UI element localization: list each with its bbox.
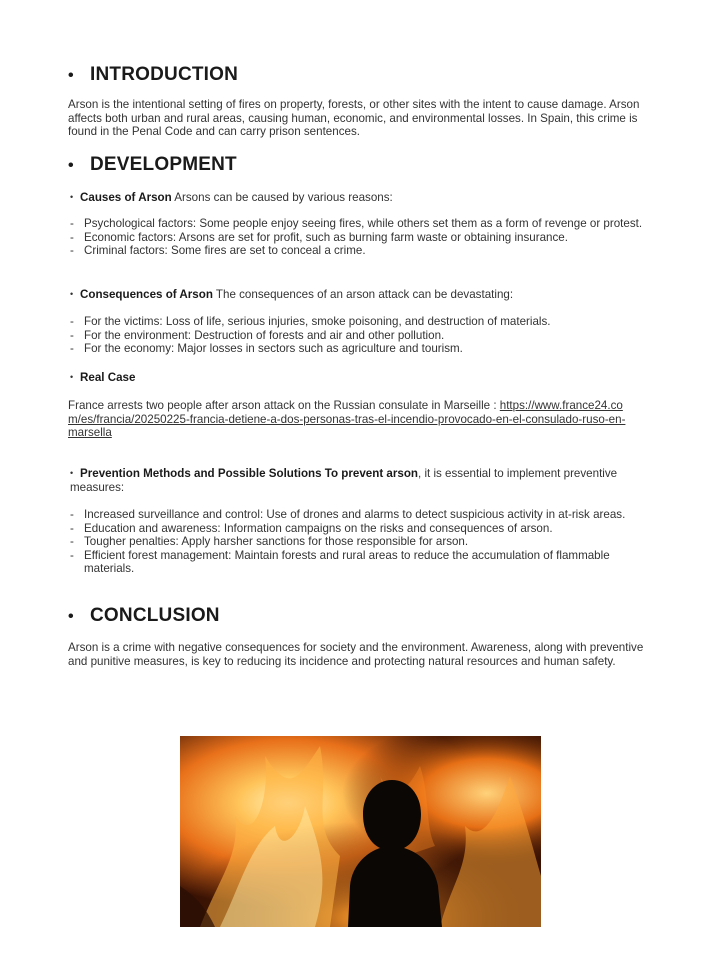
list-item: - Efficient forest management: Maintain forests and rural areas to reduce the accumulation of flammable materials. bbox=[70, 549, 655, 576]
consequences-title: Consequences of Arson bbox=[80, 288, 213, 301]
conclusion-heading-text: CONCLUSION bbox=[90, 605, 220, 626]
sub-bullet: • bbox=[70, 372, 74, 382]
causes-title: Causes of Arson bbox=[80, 191, 172, 204]
consequences-subheading bbox=[70, 288, 645, 302]
development-heading bbox=[68, 154, 237, 176]
list-item: - For the victims: Loss of life, serious injuries, smoke poisoning, and destruction of materials. bbox=[70, 315, 655, 329]
prevention-subheading bbox=[70, 467, 645, 494]
causes-subheading bbox=[70, 191, 645, 205]
real-case-link[interactable]: https://www.france24.com/es/francia/20250225-francia-detiene-a-dos-personas-tras-el-incendio-provocado-en-el-consulado-ruso-en-marsella bbox=[68, 399, 626, 440]
sub-bullet: • bbox=[70, 192, 74, 202]
introduction-heading-text: INTRODUCTION bbox=[90, 64, 239, 85]
introduction-heading bbox=[68, 64, 238, 86]
list-item: - For the economy: Major losses in sectors such as agriculture and tourism. bbox=[70, 342, 655, 356]
causes-lead: Arsons can be caused by various reasons: bbox=[171, 191, 393, 204]
fire-illustration bbox=[180, 736, 541, 927]
consequences-lead: The consequences of an arson attack can be devastating: bbox=[212, 288, 514, 301]
prevention-title: Prevention Methods and Possible Solutions To prevent arson bbox=[80, 467, 418, 480]
introduction-text: Arson is the intentional setting of fires on property, forests, or other sites with the intent to cause damage. Arson affects both urban and rural areas, causing human, economic, and environmental losses. In Spain, this crime is found in the Penal Code and can carry prison sentences. bbox=[68, 98, 640, 139]
list-item: - For the environment: Destruction of forests and air and other pollution. bbox=[70, 329, 655, 343]
conclusion-heading bbox=[68, 605, 220, 627]
real-case-title: Real Case bbox=[80, 371, 136, 384]
prevention-list bbox=[70, 508, 655, 576]
development-heading-text: DEVELOPMENT bbox=[90, 154, 237, 175]
consequences-list bbox=[70, 315, 655, 356]
real-case-text bbox=[68, 399, 628, 440]
list-item: - Psychological factors: Some people enjoy seeing fires, while others set them as a form of revenge or protest. bbox=[70, 217, 655, 231]
heading-bullet: • bbox=[68, 157, 74, 174]
causes-list bbox=[70, 217, 655, 258]
list-item: - Increased surveillance and control: Use of drones and alarms to detect suspicious activity in at-risk areas. bbox=[70, 508, 655, 522]
prevention-lead: , it is essential to implement preventive measures: bbox=[70, 467, 618, 494]
list-item: - Criminal factors: Some fires are set to conceal a crime. bbox=[70, 244, 655, 258]
fire-silhouette-image bbox=[180, 736, 541, 927]
real-case-subheading bbox=[70, 371, 645, 385]
heading-bullet: • bbox=[68, 67, 74, 84]
real-case-description: France arrests two people after arson attack on the Russian consulate in Marseille : bbox=[68, 399, 500, 412]
list-item: - Economic factors: Arsons are set for profit, such as burning farm waste or obtaining insurance. bbox=[70, 231, 655, 245]
list-item: - Education and awareness: Information campaigns on the risks and consequences of arson. bbox=[70, 522, 655, 536]
heading-bullet: • bbox=[68, 608, 74, 625]
sub-bullet: • bbox=[70, 468, 74, 478]
sub-bullet: • bbox=[70, 289, 74, 299]
conclusion-text: Arson is a crime with negative consequences for society and the environment. Awareness, along with preventive and punitive measures, is key to reducing its incidence and protecting natural resources and human safety. bbox=[68, 641, 644, 668]
list-item: - Tougher penalties: Apply harsher sanctions for those responsible for arson. bbox=[70, 535, 655, 549]
